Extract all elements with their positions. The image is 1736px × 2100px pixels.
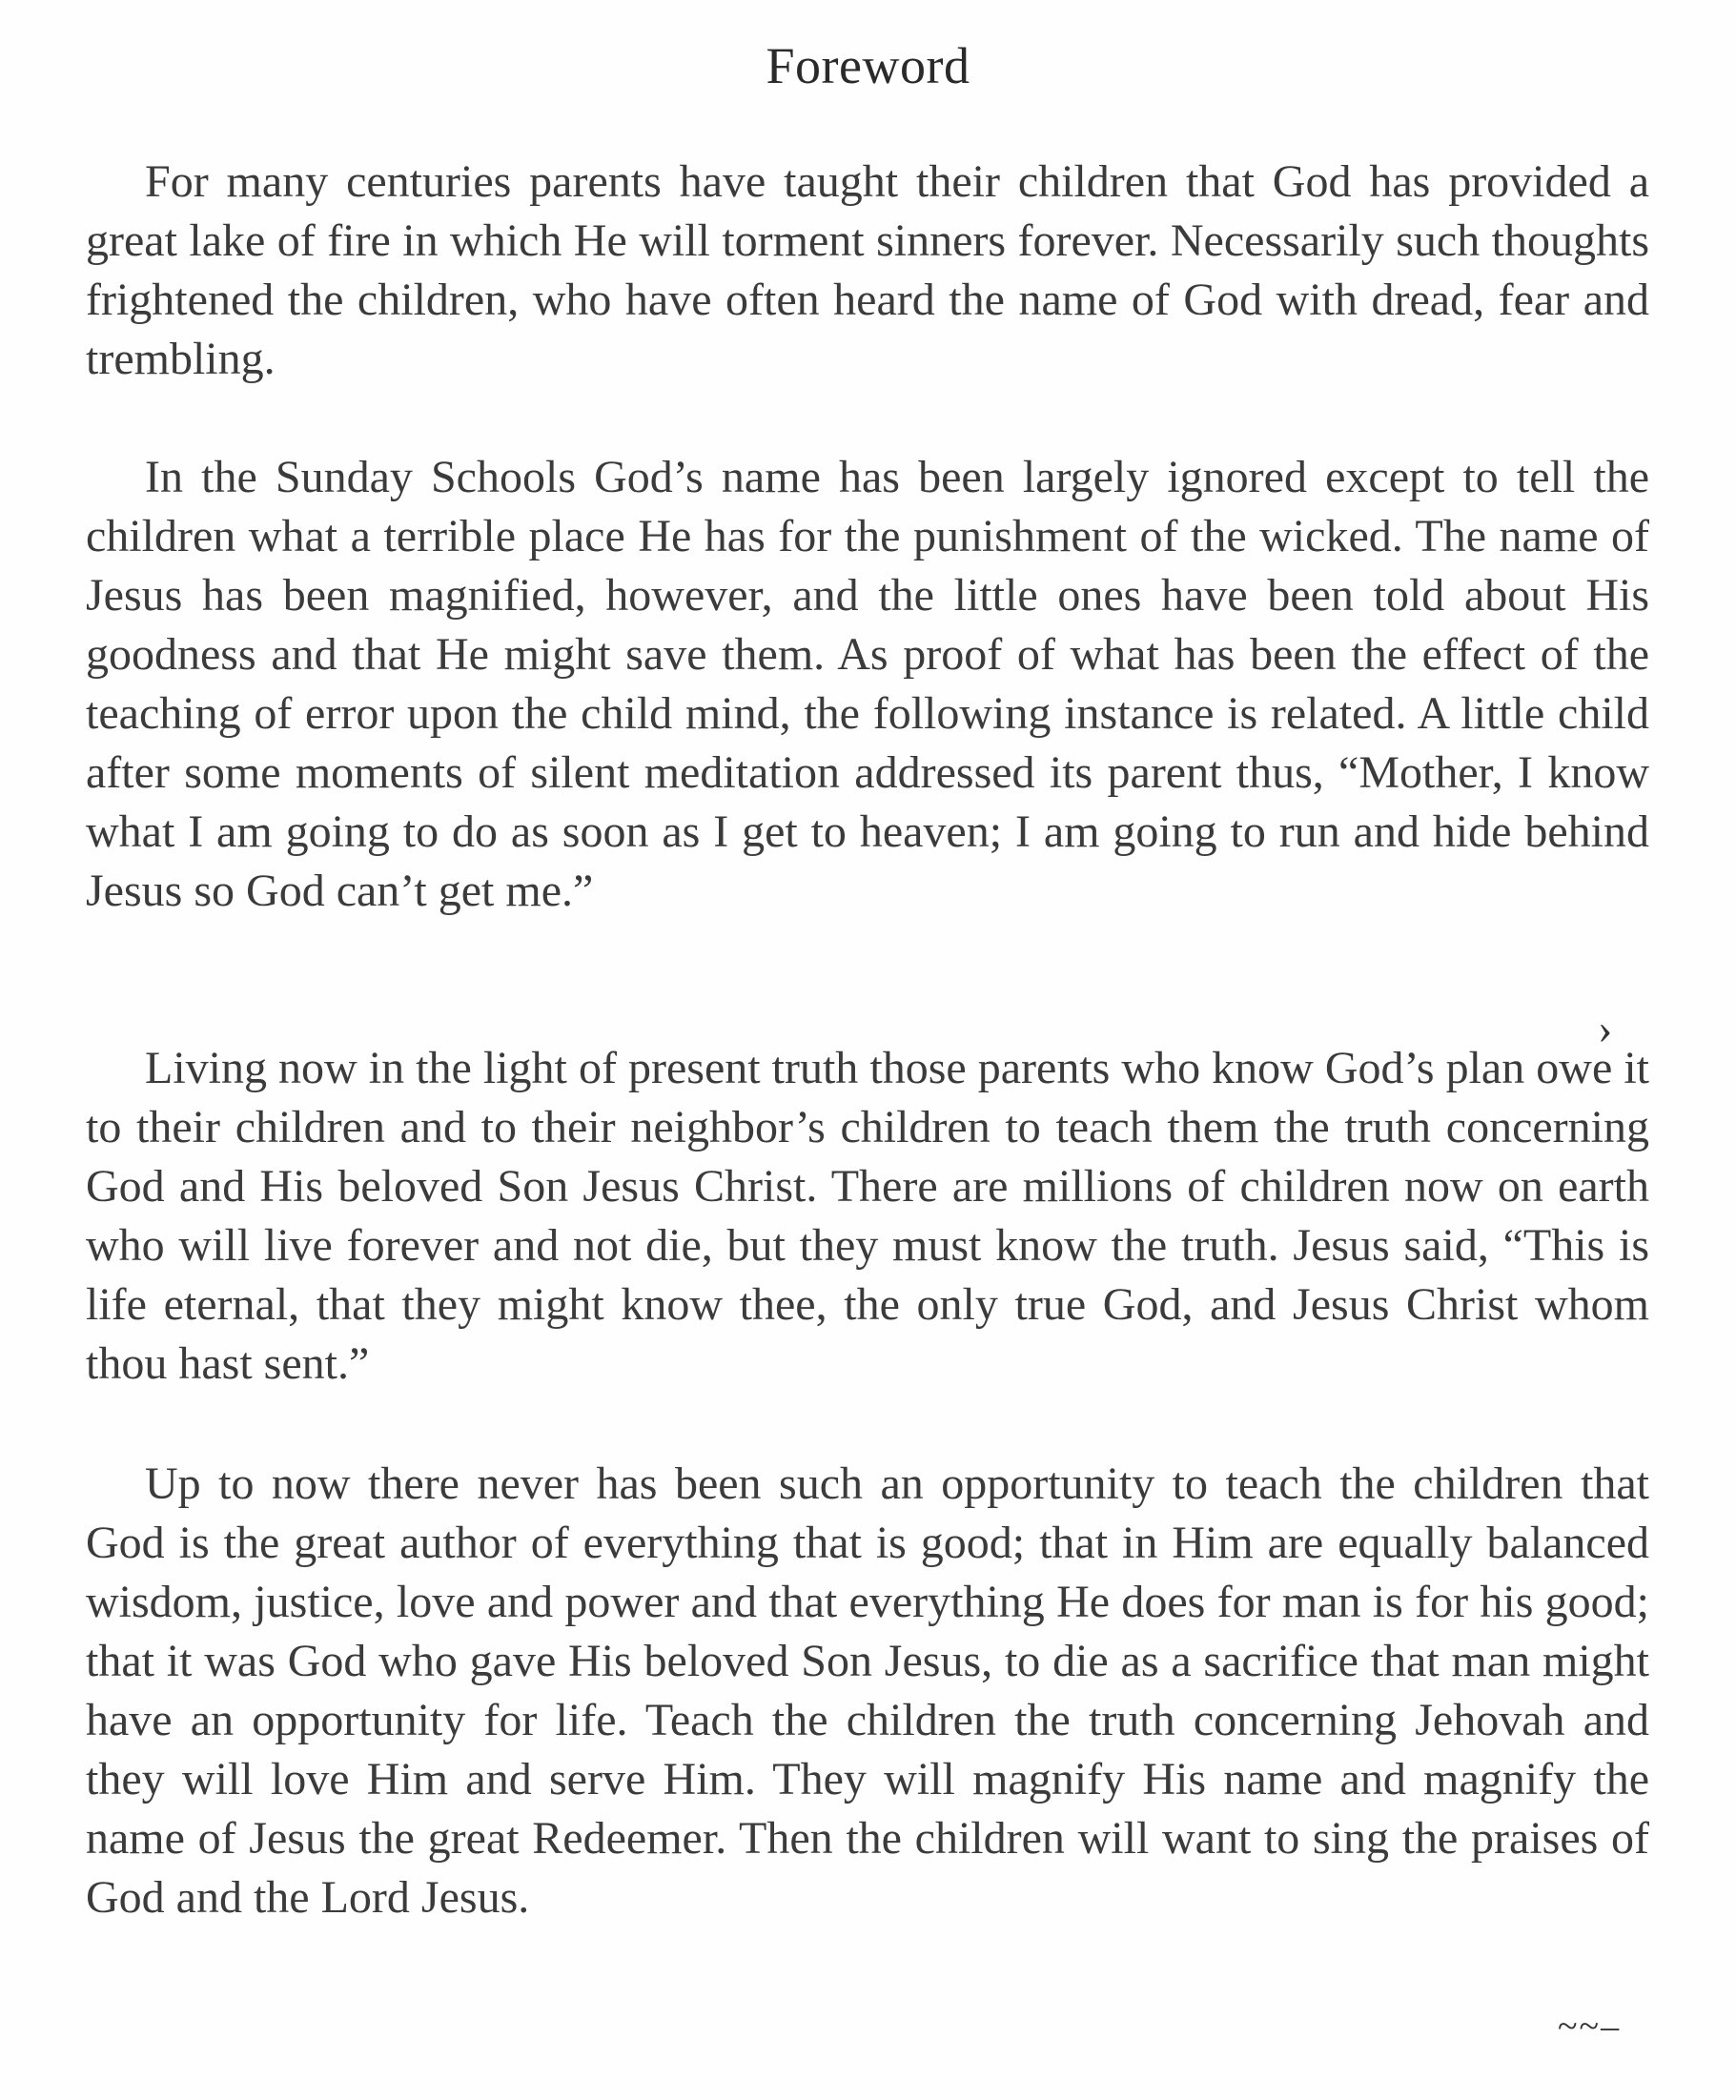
foreword-body xyxy=(86,153,1649,2046)
margin-mark: › xyxy=(1598,1004,1613,1052)
paragraph-4: Up to now there never has been such an opportunity to teach the children that God is the great author of everything that is good; that in Him are equally balanced wisdom, justice, love and power and that everything He does for man is for his good; that it was God who gave His beloved Son Jesus, to die as a sacrifice that man might have an opportunity for life. Teach the children the truth concerning Jehovah and they will love Him and serve Him. They will magnify His name and magnify the name of Jesus the great Redeemer. Then the children will want to sing the praises of God and the Lord Jesus. xyxy=(86,1458,1649,1923)
ending-mark: ~~– xyxy=(1558,2007,1622,2047)
paragraph-1: For many centuries parents have taught their children that God has provided a great lake of fire in which He will torment sinners forever. Necessarily such thoughts frightened the children, who have often heard the name of God with dread, fear and trembling. xyxy=(86,156,1649,384)
paragraph-3: Living now in the light of present truth those parents who know God’s plan owe it to their children and to their neighbor’s children to teach them the truth concerning God and His beloved Son Jesus Christ. There are millions of children now on earth who will live forever and not die, but they must know the truth. Jesus said, “This is life eternal, that they might know thee, the only true God, and Jesus Christ whom thou hast sent.” xyxy=(86,1043,1649,1389)
paragraph-2: In the Sunday Schools God’s name has been largely ignored except to tell the children what a terrible place He has for the punishment of the wicked. The name of Jesus has been magnified, however, and the little ones have been told about His goodness and that He might save them. As proof of what has been the effect of the teaching of error upon the child mind, the following instance is related. A little child after some moments of silent meditation addressed its parent thus, “Mother, I know what I am going to do as soon as I get to heaven; I am going to run and hide behind Jesus so God can’t get me.” xyxy=(86,452,1649,916)
page-title: Foreword xyxy=(766,37,970,94)
